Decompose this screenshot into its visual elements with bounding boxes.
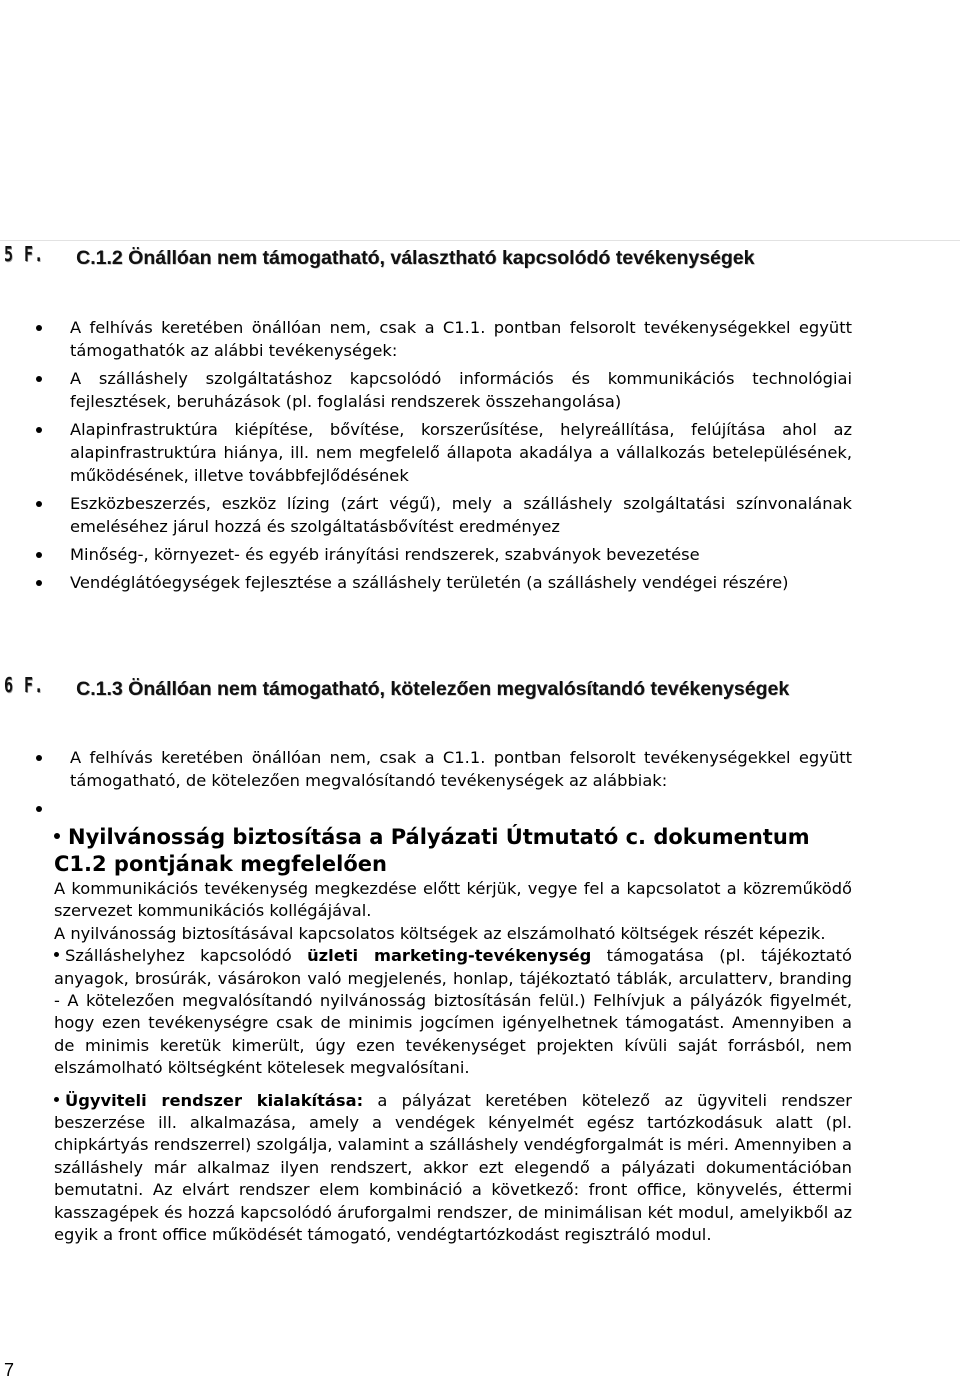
list-item: Eszközbeszerzés, eszköz lízing (zárt végű), mely a szálláshely szolgáltatási színvonalának emeléséhez járul hozzá és szolgáltatásbővítést eredményez bbox=[70, 494, 852, 536]
paragraph: A nyilvánosság biztosításával kapcsolatos költségek az elszámolható költségek részét képezik. bbox=[54, 923, 826, 943]
list-item-empty bbox=[70, 797, 852, 820]
section-c13-title: C.1.3 Önállóan nem támogatható, kötelezően megvalósítandó tevékenységek bbox=[76, 678, 790, 700]
section-c13-body bbox=[54, 878, 852, 1247]
list-item: Vendéglátóegységek fejlesztése a szálláshely területén (a szálláshely vendégei részére) bbox=[70, 571, 852, 594]
section-c13-list bbox=[70, 746, 852, 820]
list-item: Minőség-, környezet- és egyéb irányítási rendszerek, szabványok bevezetése bbox=[70, 543, 852, 566]
bullet-icon bbox=[54, 952, 59, 957]
paragraph-marketing: Szálláshelyhez kapcsolódó üzleti marketing-tevékenység támogatása (pl. tájékoztató anyagok, brosúrák, vásárokon való megjelenés, honlap, tájékoztató táblák, arculatterv, branding - A kötelezően megvalósítandó nyilvánosság biztosításán felül.) Felhívjuk a pályázók figyelmét, hogy ezen tevékenységre csak de minimis jogcímen igényelhetnek támogatást. Amennyiben a de minimis keretük kimerült, úgy ezen tevékenységet projekten kívüli saját forrásból, nem elszámolható költségként kötelesek megvalósítani. bbox=[54, 946, 852, 1078]
list-item: A szálláshely szolgáltatáshoz kapcsolódó információs és kommunikációs technológiai fejlesztések, beruházások (pl. foglalási rendszerek összehangolása) bbox=[70, 369, 852, 411]
section-c12-title: C.1.2 Önállóan nem támogatható, választható kapcsolódó tevékenységek bbox=[76, 247, 755, 269]
section-c12-heading bbox=[4, 242, 852, 272]
section-c13-heading bbox=[4, 673, 852, 703]
section-c12-list bbox=[70, 316, 852, 594]
page-divider bbox=[0, 240, 960, 241]
paragraph-management-system: Ügyviteli rendszer kialakítása: a pályázat keretében kötelező az ügyviteli rendszer beszerzése ill. alkalmazása, amely a vendégek kényelmét egész tartózkodásuk alatt (pl. chipkártyás rendszerrel) szolgálja, valamint a szálláshely vendégforgalmát is méri. Amennyiben a szálláshely már alkalmaz ilyen rendszert, akkor ezt elegendő a pályázati dokumentációban bemutatni. Az elvárt rendszer elem kombináció a következő: front office, könyvelés, éttermi kasszagépek és hozzá kapcsolódó áruforgalmi rendszer, de minimálisan két modul, amelyikből az egyik a front office működését támogató, vendégtartózkodást regisztráló modul. bbox=[54, 1090, 852, 1245]
bullet-icon bbox=[54, 1097, 59, 1102]
list-item: A felhívás keretében önállóan nem, csak a C1.1. pontban felsorolt tevékenységekkel együtt támogathatók az alábbi tevékenységek: bbox=[70, 318, 852, 360]
bullet-icon bbox=[54, 833, 60, 839]
section-c13-marker: 6 F. bbox=[4, 673, 45, 698]
paragraph: A kommunikációs tevékenység megkezdése előtt kérjük, vegye fel a kapcsolatot a közreműködő szervezet kommunikációs kollégájával. bbox=[54, 879, 852, 921]
section-c12-marker: 5 F. bbox=[4, 242, 45, 267]
publicity-subheading: Nyilvánosság biztosítása a Pályázati Útmutató c. dokumentum C1.2 pontjának megfelelően bbox=[54, 825, 810, 876]
list-item: Alapinfrastruktúra kiépítése, bővítése, korszerűsítése, helyreállítása, felújítása ahol az alapinfrastruktúra hiánya, ill. nem megfelelő állapota akadálya a vállalkozás betelepülésének, működésének, illetve továbbfejlődésének bbox=[70, 420, 852, 485]
list-item: A felhívás keretében önállóan nem, csak a C1.1. pontban felsorolt tevékenységekkel együtt támogatható, de kötelezően megvalósítandó tevékenységek az alábbiak: bbox=[70, 748, 852, 790]
page-number: 7 bbox=[4, 1360, 15, 1380]
